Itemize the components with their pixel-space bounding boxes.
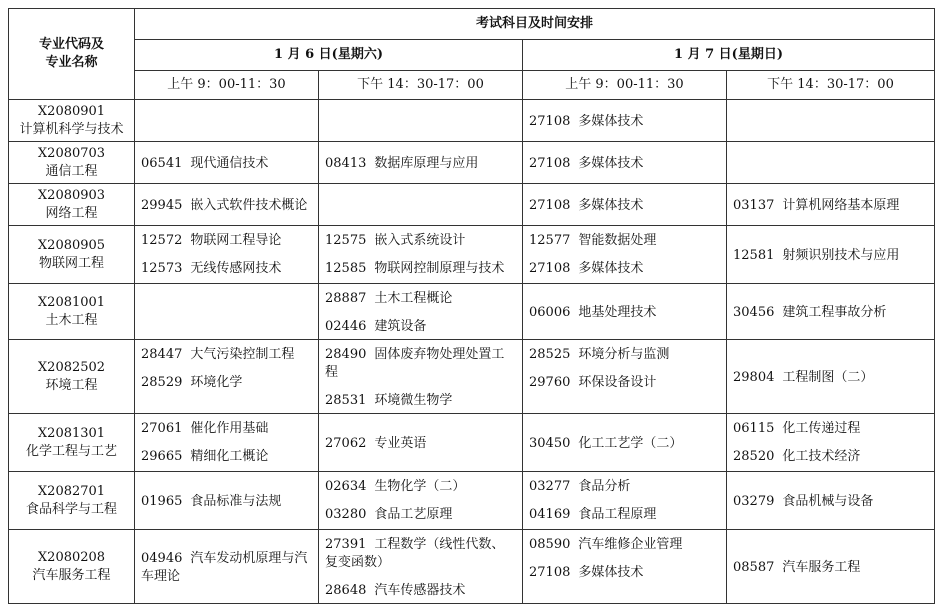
course-name: 数据库原理与应用 xyxy=(374,156,479,171)
major-name: 计算机科学与技术 xyxy=(19,121,124,137)
major-name: 土木工程 xyxy=(45,312,98,328)
course-cell-d2am xyxy=(523,226,727,284)
table-row xyxy=(9,184,935,226)
major-header-line2: 专业名称 xyxy=(45,55,98,70)
course-cell-d1am xyxy=(135,472,319,530)
major-code: X2081001 xyxy=(37,294,106,310)
course-code: 29665 xyxy=(141,449,183,464)
course-code: 28490 xyxy=(325,347,367,362)
course-entry xyxy=(141,547,312,589)
course-entry xyxy=(529,257,720,281)
course-entry xyxy=(733,366,928,390)
course-entry xyxy=(325,343,516,385)
course-entry xyxy=(529,503,720,527)
course-name: 工程数学（线性代数、复变函数） xyxy=(325,537,505,570)
course-code: 30456 xyxy=(733,305,775,320)
course-entry xyxy=(325,475,516,499)
course-cell-d2am xyxy=(523,184,727,226)
course-cell-d1pm xyxy=(319,472,523,530)
course-cell-d2pm xyxy=(727,414,935,472)
course-code: 27108 xyxy=(529,261,571,276)
course-entry xyxy=(325,389,516,413)
course-entry xyxy=(141,229,312,253)
table-row xyxy=(9,530,935,604)
course-entry xyxy=(325,579,516,603)
major-cell xyxy=(9,184,135,226)
course-entry xyxy=(325,257,516,281)
course-code: 27108 xyxy=(529,156,571,171)
table-row xyxy=(9,142,935,184)
course-name: 多媒体技术 xyxy=(578,261,644,276)
major-name: 汽车服务工程 xyxy=(32,567,111,583)
major-header-line1: 专业代码及 xyxy=(38,37,104,52)
schedule-table xyxy=(8,8,935,604)
course-code: 28525 xyxy=(529,347,571,362)
course-name: 汽车维修企业管理 xyxy=(578,537,683,552)
course-name: 多媒体技术 xyxy=(578,114,644,129)
course-entry xyxy=(141,371,312,395)
course-cell-d2am xyxy=(523,100,727,142)
course-entry xyxy=(325,533,516,575)
course-code: 02446 xyxy=(325,319,367,334)
course-entry xyxy=(529,371,720,395)
course-cell-d1am xyxy=(135,184,319,226)
exam-schedule xyxy=(8,8,935,604)
course-code: 27391 xyxy=(325,537,367,552)
course-name: 物联网工程导论 xyxy=(190,233,282,248)
course-code: 03279 xyxy=(733,494,775,509)
course-entry xyxy=(733,556,928,580)
course-name: 大气污染控制工程 xyxy=(190,347,295,362)
exam-title: 考试科目及时间安排 xyxy=(135,9,935,40)
course-code: 28648 xyxy=(325,583,367,598)
course-name: 化工传递过程 xyxy=(782,421,861,436)
course-code: 03277 xyxy=(529,479,571,494)
course-code: 29760 xyxy=(529,375,571,390)
course-cell-d2am xyxy=(523,472,727,530)
course-cell-d1pm xyxy=(319,184,523,226)
course-code: 04169 xyxy=(529,507,571,522)
course-cell-d2pm xyxy=(727,184,935,226)
day2-am-header: 上午 9：00-11：30 xyxy=(523,71,727,100)
course-code: 01965 xyxy=(141,494,183,509)
course-name: 嵌入式系统设计 xyxy=(374,233,466,248)
course-code: 04946 xyxy=(141,551,183,566)
course-entry xyxy=(733,244,928,268)
course-name: 食品标准与法规 xyxy=(190,494,282,509)
major-cell xyxy=(9,226,135,284)
course-cell-d1pm xyxy=(319,284,523,340)
course-entry xyxy=(529,533,720,557)
course-name: 地基处理技术 xyxy=(578,305,657,320)
course-name: 物联网控制原理与技术 xyxy=(374,261,505,276)
course-cell-d1pm xyxy=(319,530,523,604)
major-name: 环境工程 xyxy=(45,377,98,393)
course-code: 06115 xyxy=(733,421,775,436)
course-entry xyxy=(529,301,720,325)
course-entry xyxy=(733,445,928,469)
course-entry xyxy=(325,287,516,311)
course-name: 催化作用基础 xyxy=(190,421,269,436)
major-code: X2082701 xyxy=(37,483,106,499)
course-entry xyxy=(141,445,312,469)
course-name: 环境分析与监测 xyxy=(578,347,670,362)
course-name: 环境化学 xyxy=(190,375,243,390)
course-code: 29945 xyxy=(141,198,183,213)
course-name: 化工技术经济 xyxy=(782,449,861,464)
course-name: 工程制图（二） xyxy=(782,370,874,385)
course-entry xyxy=(141,343,312,367)
course-entry xyxy=(529,110,720,134)
course-entry xyxy=(529,194,720,218)
course-code: 27061 xyxy=(141,421,183,436)
course-cell-d2pm xyxy=(727,472,935,530)
day2-header: 1 月 7 日(星期日) xyxy=(523,40,935,71)
course-cell-d2pm xyxy=(727,142,935,184)
major-name: 食品科学与工程 xyxy=(25,501,117,517)
course-code: 08590 xyxy=(529,537,571,552)
course-cell-d1am xyxy=(135,530,319,604)
course-code: 28887 xyxy=(325,291,367,306)
course-code: 03137 xyxy=(733,198,775,213)
course-name: 建筑设备 xyxy=(374,319,427,334)
course-name: 汽车发动机原理与汽车理论 xyxy=(141,551,308,584)
course-code: 28447 xyxy=(141,347,183,362)
course-name: 建筑工程事故分析 xyxy=(782,305,887,320)
course-cell-d1pm xyxy=(319,142,523,184)
course-code: 29804 xyxy=(733,370,775,385)
course-entry xyxy=(141,490,312,514)
course-name: 食品机械与设备 xyxy=(782,494,874,509)
course-name: 食品分析 xyxy=(578,479,631,494)
course-cell-d1am xyxy=(135,414,319,472)
course-name: 多媒体技术 xyxy=(578,156,644,171)
day2-pm-header: 下午 14：30-17：00 xyxy=(727,71,935,100)
course-cell-d1pm xyxy=(319,226,523,284)
course-entry xyxy=(529,432,720,456)
course-name: 环保设备设计 xyxy=(578,375,657,390)
major-name: 网络工程 xyxy=(45,205,98,221)
course-code: 27108 xyxy=(529,198,571,213)
major-code: X2080905 xyxy=(37,237,106,253)
major-code: X2080703 xyxy=(37,145,106,161)
course-entry xyxy=(325,432,516,456)
course-code: 27108 xyxy=(529,565,571,580)
course-cell-d2am xyxy=(523,340,727,414)
course-cell-d2pm xyxy=(727,530,935,604)
course-name: 多媒体技术 xyxy=(578,198,644,213)
major-name: 通信工程 xyxy=(45,163,98,179)
table-row xyxy=(9,414,935,472)
course-cell-d1pm xyxy=(319,414,523,472)
course-entry xyxy=(141,257,312,281)
major-code: X2082502 xyxy=(37,359,106,375)
course-entry xyxy=(141,417,312,441)
course-cell-d2pm xyxy=(727,340,935,414)
course-code: 12577 xyxy=(529,233,571,248)
course-name: 土木工程概论 xyxy=(374,291,453,306)
course-code: 02634 xyxy=(325,479,367,494)
course-code: 27108 xyxy=(529,114,571,129)
course-cell-d2pm xyxy=(727,284,935,340)
course-entry xyxy=(733,301,928,325)
course-code: 28529 xyxy=(141,375,183,390)
course-entry xyxy=(733,417,928,441)
major-cell xyxy=(9,142,135,184)
course-entry xyxy=(529,561,720,585)
course-code: 12575 xyxy=(325,233,367,248)
course-name: 精细化工概论 xyxy=(190,449,269,464)
course-cell-d2am xyxy=(523,284,727,340)
day1-pm-header: 下午 14：30-17：00 xyxy=(319,71,523,100)
course-cell-d1am xyxy=(135,284,319,340)
major-cell xyxy=(9,284,135,340)
course-code: 28520 xyxy=(733,449,775,464)
course-code: 12581 xyxy=(733,248,775,263)
course-cell-d1am xyxy=(135,100,319,142)
course-name: 射频识别技术与应用 xyxy=(782,248,900,263)
course-code: 12585 xyxy=(325,261,367,276)
day1-header: 1 月 6 日(星期六) xyxy=(135,40,523,71)
course-entry xyxy=(325,315,516,339)
course-cell-d1am xyxy=(135,340,319,414)
course-name: 专业英语 xyxy=(374,436,427,451)
course-code: 06541 xyxy=(141,156,183,171)
course-name: 无线传感网技术 xyxy=(190,261,282,276)
course-name: 嵌入式软件技术概论 xyxy=(190,198,308,213)
major-cell xyxy=(9,530,135,604)
course-code: 08587 xyxy=(733,560,775,575)
course-name: 现代通信技术 xyxy=(190,156,269,171)
major-name: 化学工程与工艺 xyxy=(25,443,117,459)
course-entry xyxy=(733,490,928,514)
course-entry xyxy=(529,343,720,367)
course-entry xyxy=(325,229,516,253)
course-name: 生物化学（二） xyxy=(374,479,466,494)
course-cell-d1pm xyxy=(319,100,523,142)
course-code: 03280 xyxy=(325,507,367,522)
course-name: 固体废弃物处理处置工程 xyxy=(325,347,505,380)
course-cell-d2am xyxy=(523,530,727,604)
major-name: 物联网工程 xyxy=(38,255,104,271)
course-cell-d1am xyxy=(135,226,319,284)
table-row xyxy=(9,340,935,414)
course-cell-d2am xyxy=(523,142,727,184)
course-name: 智能数据处理 xyxy=(578,233,657,248)
course-code: 06006 xyxy=(529,305,571,320)
major-cell xyxy=(9,414,135,472)
major-code: X2081301 xyxy=(37,425,106,441)
major-code: X2080903 xyxy=(37,187,106,203)
course-name: 汽车服务工程 xyxy=(782,560,861,575)
course-cell-d1pm xyxy=(319,340,523,414)
course-entry xyxy=(325,152,516,176)
course-entry xyxy=(529,475,720,499)
course-entry xyxy=(141,152,312,176)
major-cell xyxy=(9,100,135,142)
course-name: 化工工艺学（二） xyxy=(578,436,683,451)
course-entry xyxy=(141,194,312,218)
course-entry xyxy=(529,229,720,253)
course-cell-d2pm xyxy=(727,226,935,284)
course-code: 30450 xyxy=(529,436,571,451)
course-entry xyxy=(325,503,516,527)
course-code: 28531 xyxy=(325,393,367,408)
table-row xyxy=(9,284,935,340)
course-code: 08413 xyxy=(325,156,367,171)
course-entry xyxy=(733,194,928,218)
table-row xyxy=(9,472,935,530)
major-header xyxy=(9,9,135,100)
course-code: 12573 xyxy=(141,261,183,276)
course-cell-d2pm xyxy=(727,100,935,142)
table-row xyxy=(9,226,935,284)
major-code: X2080208 xyxy=(37,549,106,565)
major-cell xyxy=(9,340,135,414)
table-row xyxy=(9,100,935,142)
course-code: 27062 xyxy=(325,436,367,451)
course-code: 12572 xyxy=(141,233,183,248)
course-name: 食品工程原理 xyxy=(578,507,657,522)
course-name: 环境微生物学 xyxy=(374,393,453,408)
course-cell-d2am xyxy=(523,414,727,472)
course-name: 多媒体技术 xyxy=(578,565,644,580)
course-cell-d1am xyxy=(135,142,319,184)
day1-am-header: 上午 9：00-11：30 xyxy=(135,71,319,100)
course-name: 计算机网络基本原理 xyxy=(782,198,900,213)
course-name: 食品工艺原理 xyxy=(374,507,453,522)
major-cell xyxy=(9,472,135,530)
major-code: X2080901 xyxy=(37,103,106,119)
course-entry xyxy=(529,152,720,176)
course-name: 汽车传感器技术 xyxy=(374,583,466,598)
